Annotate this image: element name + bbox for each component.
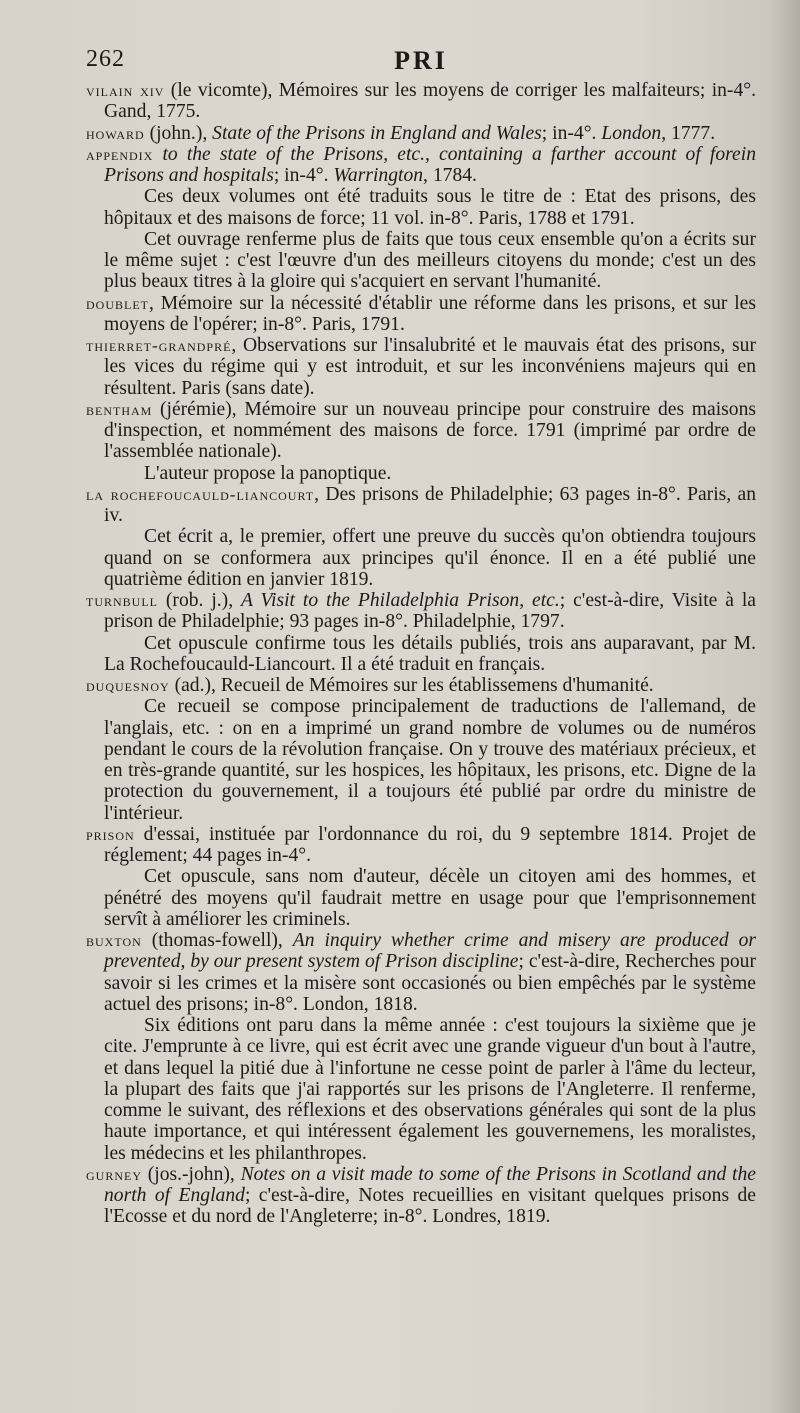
entry-date: , 1784. (423, 165, 477, 186)
entry-text: Des prisons de Philadelphie; 63 pages in-8°. Paris, an iv. (104, 483, 756, 526)
entry-appendix (86, 144, 756, 187)
entry-title: A Visit to the Philadelphia Prison, etc. (241, 590, 560, 611)
entry-author: appendix (86, 144, 154, 164)
entry-vilain (86, 80, 756, 123)
entry-duquesnoy (86, 675, 756, 696)
entry-note: Cet ouvrage renferme plus de faits que tous ceux ensemble qu'on a écrits sur le même sujet : c'est l'œuvre d'un des meilleurs citoyens du monde; c'est un des plus beaux titres à la gloire qui s'acquiert en servant l'humanité. (104, 228, 756, 293)
entry-author-detail: (thomas-fowell), (141, 930, 293, 951)
entry-author: prison (86, 824, 135, 844)
entry-note: Cet écrit a, le premier, offert une preuve du succès qu'on obtiendra toujours quand on se conformera aux principes qu'il énonce. Il en a été publié une quatrième édition en janvier 1819. (104, 526, 756, 590)
entry-note: L'auteur propose la panoptique. (144, 462, 392, 484)
entry-prison (86, 824, 756, 867)
entry-date: , 1777. (661, 122, 716, 144)
entry-place: Warrington (333, 165, 424, 186)
entry-author-detail: (ad.), (169, 675, 221, 696)
entry-author: la rochefoucauld-liancourt (86, 484, 315, 504)
running-head: PRI (394, 46, 448, 75)
entry-author: turnbull (86, 591, 158, 610)
entry-author-detail: (jos.-john), (142, 1163, 241, 1185)
entry-place: London (601, 122, 662, 144)
entry-turnbull (86, 590, 756, 633)
entry-text: ; c'est-à-dire, Notes recueillies en visitant quelques prisons de l'Ecosse et du nord de l'Angleterre; in-8°. Londres, 1819. (104, 1185, 756, 1228)
entry-author: bentham (86, 399, 153, 419)
entry-title: to the state of the Prisons, etc., containing a farther account of forein Prisons and hospitals (104, 143, 756, 186)
entry-note: Six éditions ont paru dans la même année : c'est toujours la sixième que je cite. J'emprunte à ce livre, qui est écrit avec une grande vigueur d'un bout à l'autre, et dans lequel la pitié due à l'infortune ne cesse point de parler à l'âme du lecteur, la plupart des faits que j'ai rapportés sur les prisons de l'Angleterre. Il renferme, comme le suivant, des réflexions et des observations générales qui sont de la plus haute importance, et qui intéressent également les gouvernemens, les moralistes, les médecins et les philanthropes. (104, 1015, 756, 1164)
entry-author: howard (86, 123, 145, 143)
entry-author-detail: (le vicomte), (164, 80, 279, 101)
entry-bentham (86, 399, 756, 463)
entry-rochefoucauld (86, 484, 756, 527)
entry-title: Notes on a visit made to some of the Prisons in Scotland and the north of England (104, 1163, 756, 1206)
entry-author-detail (135, 824, 144, 845)
bibliography-text (86, 80, 756, 1228)
entry-note: Cet opuscule, sans nom d'auteur, décèle un citoyen ami des hommes, et pénétré des moyens qu'il faudrait mettre en usage pour que l'emprisonnement servît à améliorer les criminels. (104, 866, 756, 930)
entry-text: Mémoire sur la nécessité d'établir une réforme dans les prisons, et sur les moyens de l'opérer; in-8°. Paris, 1791. (104, 292, 757, 335)
entry-author: vilain xiv (86, 81, 165, 100)
entry-note: Ces deux volumes ont été traduits sous le titre de : Etat des prisons, des hôpitaux et des maisons de force; 11 vol. in-8°. Paris, 1788 et 1791. (104, 186, 756, 229)
entry-text: Observations sur l'insalubrité et le mauvais état des prisons, sur les vices du régime qui y est introduit, et sur les inconvéniens majeurs qui en résultent. Paris (sans date). (104, 335, 756, 399)
entry-note: Cet opuscule confirme tous les détails publiés, trois ans auparavant, par M. La Rochefoucauld-Liancourt. Il a été traduit en français. (104, 632, 756, 675)
entry-text: ; c'est-à-dire, Recherches pour savoir si les crimes et la misère sont occasionés ou bien empêchés par le système actuel des prisons; in-8°. London, 1818. (104, 951, 756, 1015)
page-number: 262 (86, 46, 125, 72)
entry-title: An inquiry whether crime and misery are produced or prevented, by our present system of Prison discipline (104, 930, 756, 973)
entry-author: buxton (86, 931, 142, 950)
entry-author-detail: , (314, 483, 326, 505)
entry-title: State of the Prisons in England and Wales (212, 122, 542, 144)
entry-text: Recueil de Mémoires sur les établissemens d'humanité. (220, 675, 654, 696)
entry-author-detail: , (231, 335, 244, 356)
entry-author: gurney (86, 1164, 142, 1184)
entry-thierret (86, 335, 756, 399)
entry-author-detail: (john.), (144, 122, 213, 144)
entry-text: Mémoire sur un nouveau principe pour construire des maisons d'inspection, et nommément des maisons de force. 1791 (imprimé par ordre de l'assemblée nationale). (104, 398, 756, 463)
entry-text: Mémoires sur les moyens de corriger les malfaiteurs; in-4°. Gand, 1775. (104, 80, 756, 123)
page-fold-shadow (770, 0, 800, 1413)
entry-author: thierret-grandpré (86, 336, 232, 355)
entry-note: Ce recueil se compose principalement de traductions de l'allemand, de l'anglais, etc. : on en a imprimé un grand nombre de volumes ou de numéros pendant le cours de la révolution française. On y trouve des matériaux précieux, et en très-grande quantité, sur les hospices, les hôpitaux, les prisons, etc. Digne de la protection du gouvernement, il a toujours été publié par ordre du ministre de l'intérieur. (104, 696, 756, 824)
entry-gurney (86, 1164, 756, 1228)
entry-text: ; c'est-à-dire, Visite à la prison de Philadelphie; 93 pages in-8°. Philadelphie, 1797. (104, 590, 757, 633)
entry-text: d'essai, instituée par l'ordonnance du roi, du 9 septembre 1814. Projet de réglement; 44 pages in-4°. (104, 823, 756, 866)
entry-author-detail: (jérémie), (152, 398, 245, 420)
entry-author: duquesnoy (86, 676, 170, 695)
entry-text: ; in-4°. (541, 122, 602, 144)
entry-author-detail: (rob. j.), (158, 590, 241, 611)
entry-buxton (86, 930, 756, 1015)
entry-doublet (86, 293, 756, 336)
entry-text: ; in-4°. (273, 165, 334, 186)
entry-author-detail: , (149, 292, 161, 314)
entry-author: doublet (86, 293, 149, 313)
entry-howard (86, 123, 756, 144)
